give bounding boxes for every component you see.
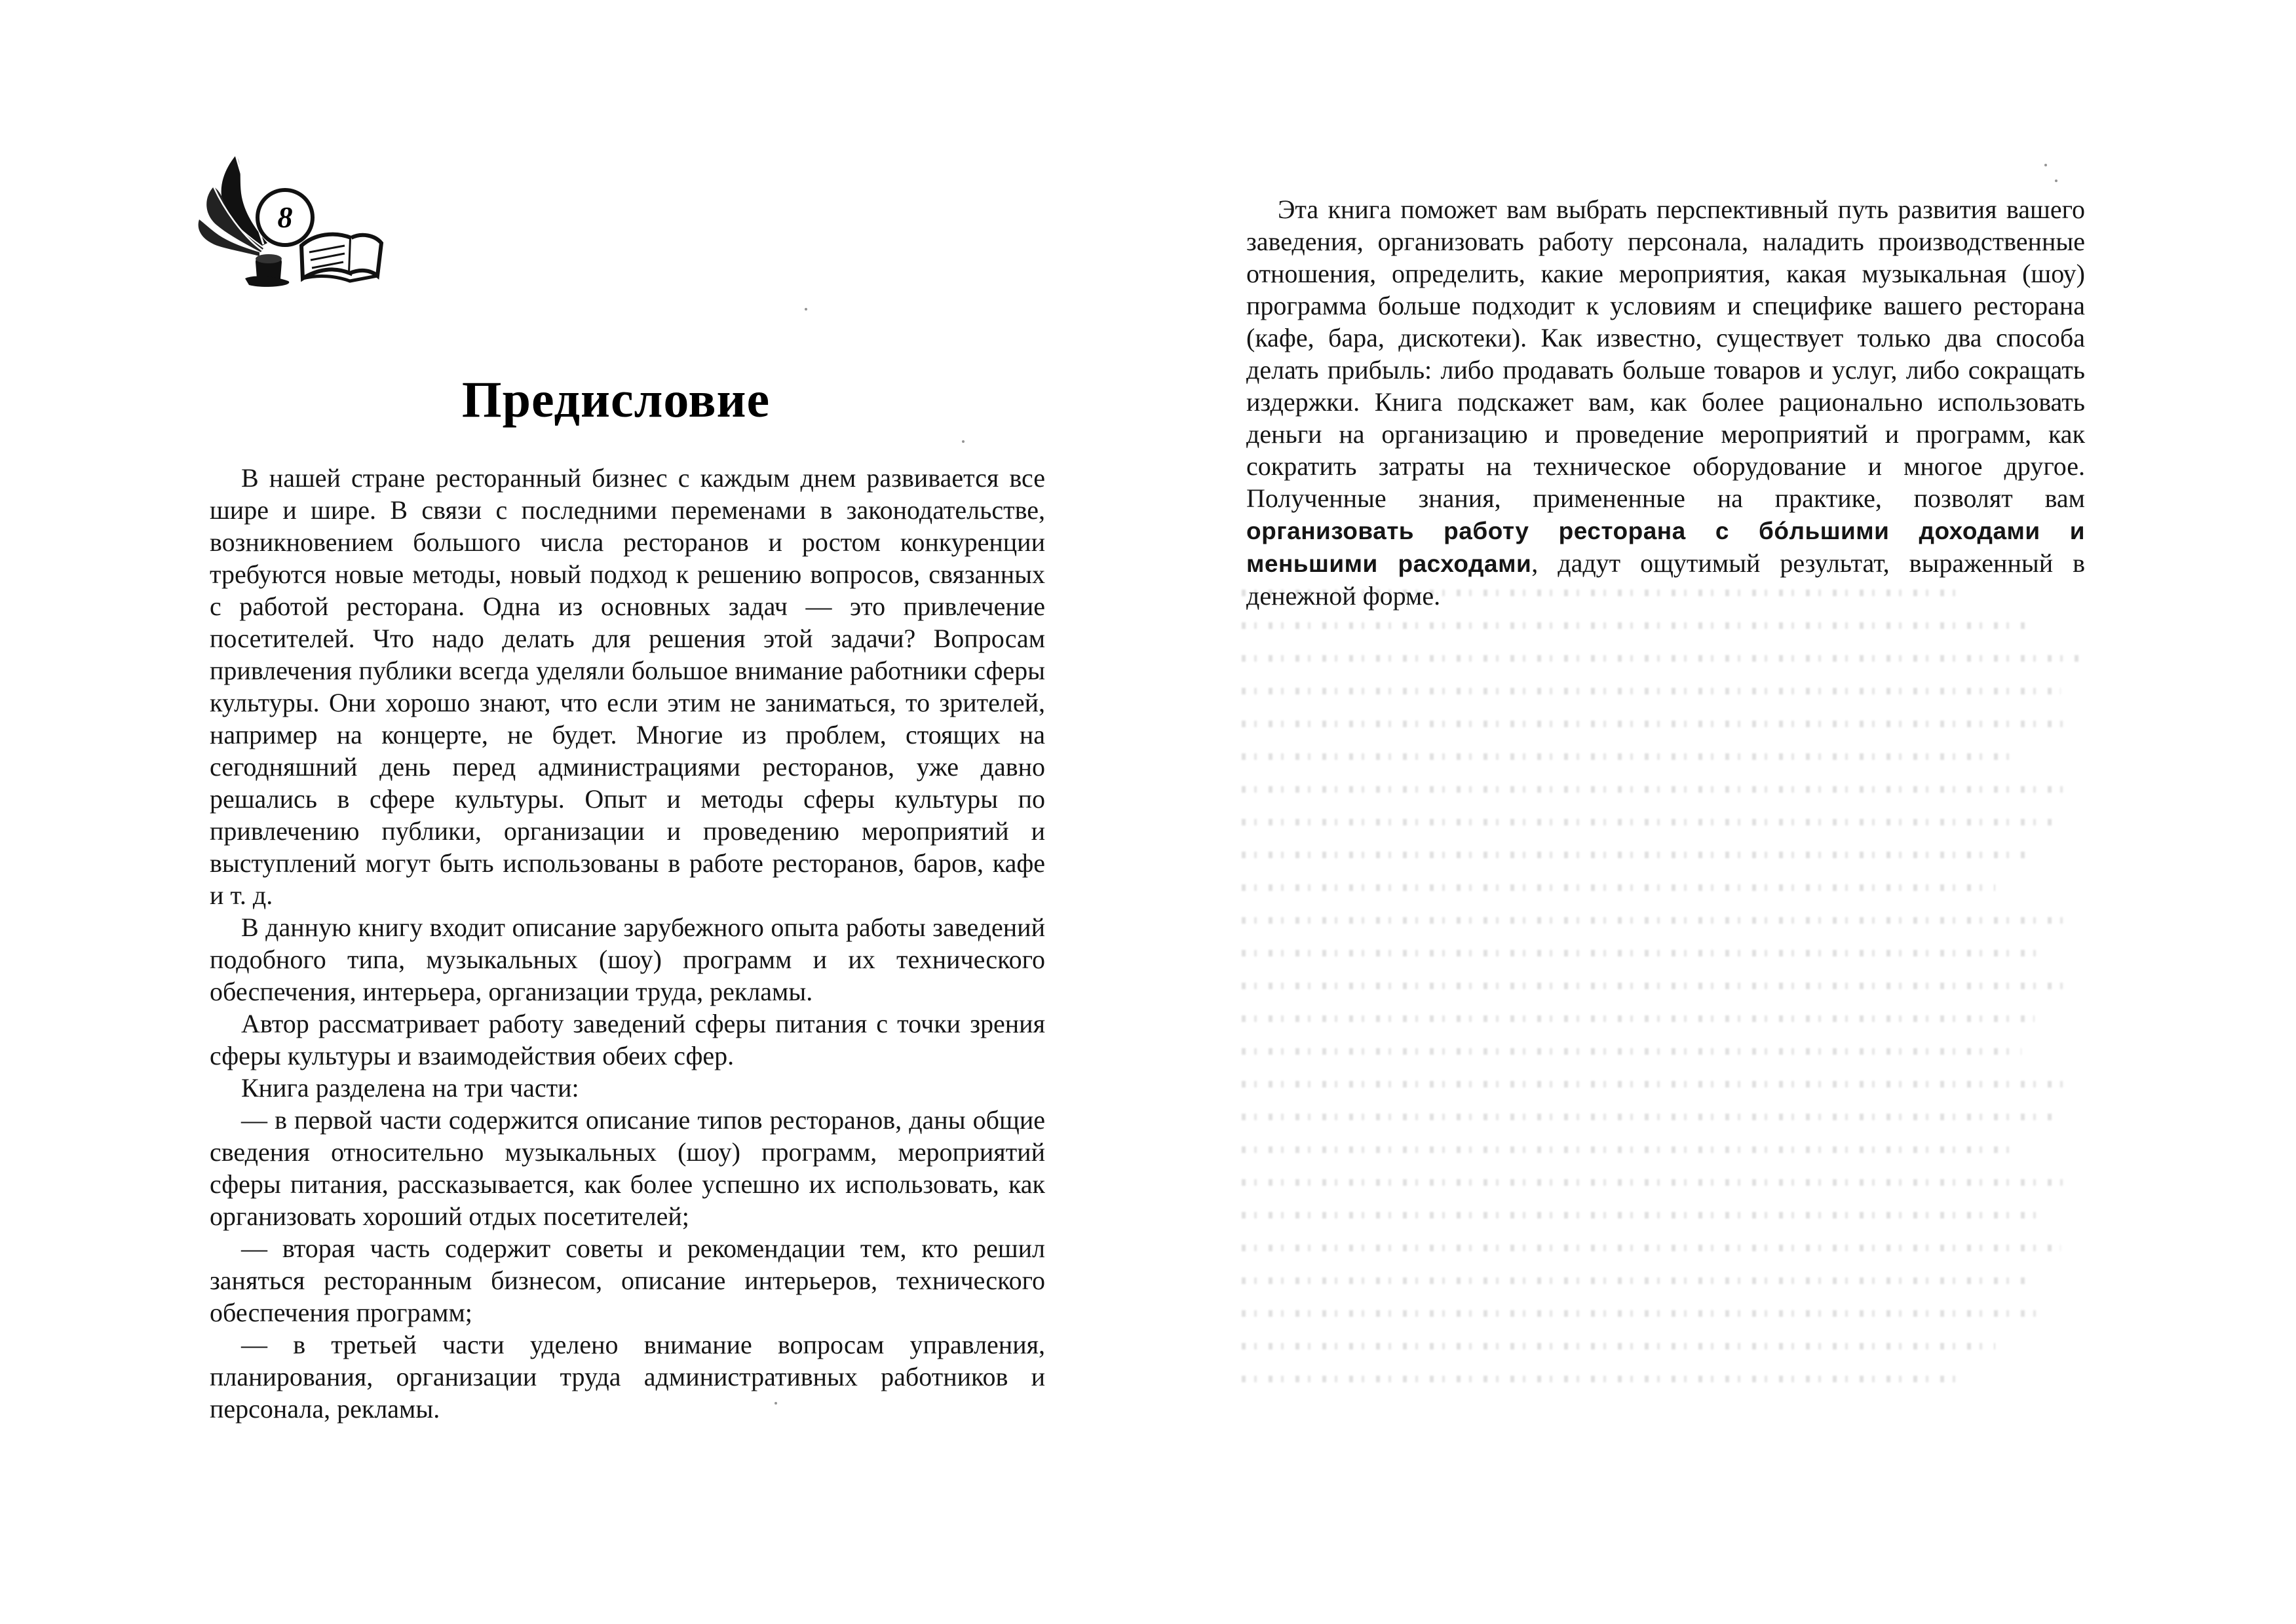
- paragraph-end: , дадут ощутимый результат, выраженный в денежной форме.: [1246, 548, 2085, 611]
- list-item: — в первой части содержится описание типов ресторанов, даны общие сведения относительно музыкальных (шоу) программ, мероприятий сферы питания, рассказывается, как более успешно их использовать, как организовать хороший отдых посетителей;: [210, 1105, 1045, 1231]
- scan-speck: [805, 308, 807, 311]
- scan-speck: [2044, 164, 2047, 166]
- right-page: [1148, 0, 2296, 1624]
- paragraph: В нашей стране ресторанный бизнес с каждым днем развивается все шире и шире. В связи с последними переменами в законодательстве, возникновением большого числа ресторанов и ростом конкуренции требуются новые методы, новый подход к решению вопросов, связанных с работой ресторана. Одна из основных задач — это привлечение посетителей. Что надо делать для решения этой задачи? Вопросам привлечения публики всегда уделяли большое внимание работники сферы культуры. Они хорошо знают, что если этим не заниматься, то зрителей, например на концерте, не будет. Многие из проблем, стоящих на сегодняшний день перед администрациями ресторанов, уже давно решались в сфере культуры. Опыт и методы сферы культуры по привлечению публики, организации и проведению мероприятий и выступлений могут быть использованы в работе ресторанов, баров, кафе и т. д.: [210, 463, 1045, 910]
- paragraph: [1246, 193, 2085, 612]
- scan-speck: [2055, 179, 2057, 182]
- list-item: — в третьей части уделено внимание вопросам управления, планирования, организации труда административных работников и персонала, рекламы.: [210, 1330, 1045, 1424]
- left-body-text: [210, 462, 1045, 1425]
- show-through-text: [1242, 590, 2094, 1461]
- page-title: Предисловие: [461, 371, 771, 428]
- paragraph: Книга разделена на три части:: [241, 1073, 579, 1103]
- right-body-text: [1246, 193, 2085, 612]
- paragraph-start: Эта книга поможет вам выбрать перспективный путь развития вашего заведения, организовать работу персонала, наладить производственные отношения, определить, какие мероприятия, какая музыкальная (шоу) программа больше подходит к условиям и специфике вашего ресторана (кафе, бара, дискотеки). Как известно, существует только два способа делать прибыль: либо продавать больше товаров и услуг, либо сокращать издержки. Книга подскажет вам, как более рационально использовать деньги на организацию и проведение мероприятий и программ, как сократить затраты на техническое оборудование и многое другое. Полученные знания, примененные на практике, позволят вам: [1246, 195, 2085, 513]
- list-item: — вторая часть содержит советы и рекомендации тем, кто решил заняться ресторанным бизнесом, описание интерьеров, технического обеспечения программ;: [210, 1234, 1045, 1327]
- scan-speck: [962, 440, 965, 443]
- scan-speck: [775, 1402, 777, 1405]
- paragraph: Автор рассматривает работу заведений сферы питания с точки зрения сферы культуры и взаимодействия обеих сфер.: [210, 1009, 1045, 1070]
- paragraph: В данную книгу входит описание зарубежного опыта работы заведений подобного типа, музыкальных (шоу) программ и их технического обеспечения, интерьера, организации труда, рекламы.: [210, 913, 1045, 1006]
- page-emblem: [190, 147, 387, 292]
- page-number: 8: [277, 200, 293, 234]
- emphasized-text: организовать работу ресторана с бóльшими доходами и меньшими расходами: [1246, 518, 2085, 577]
